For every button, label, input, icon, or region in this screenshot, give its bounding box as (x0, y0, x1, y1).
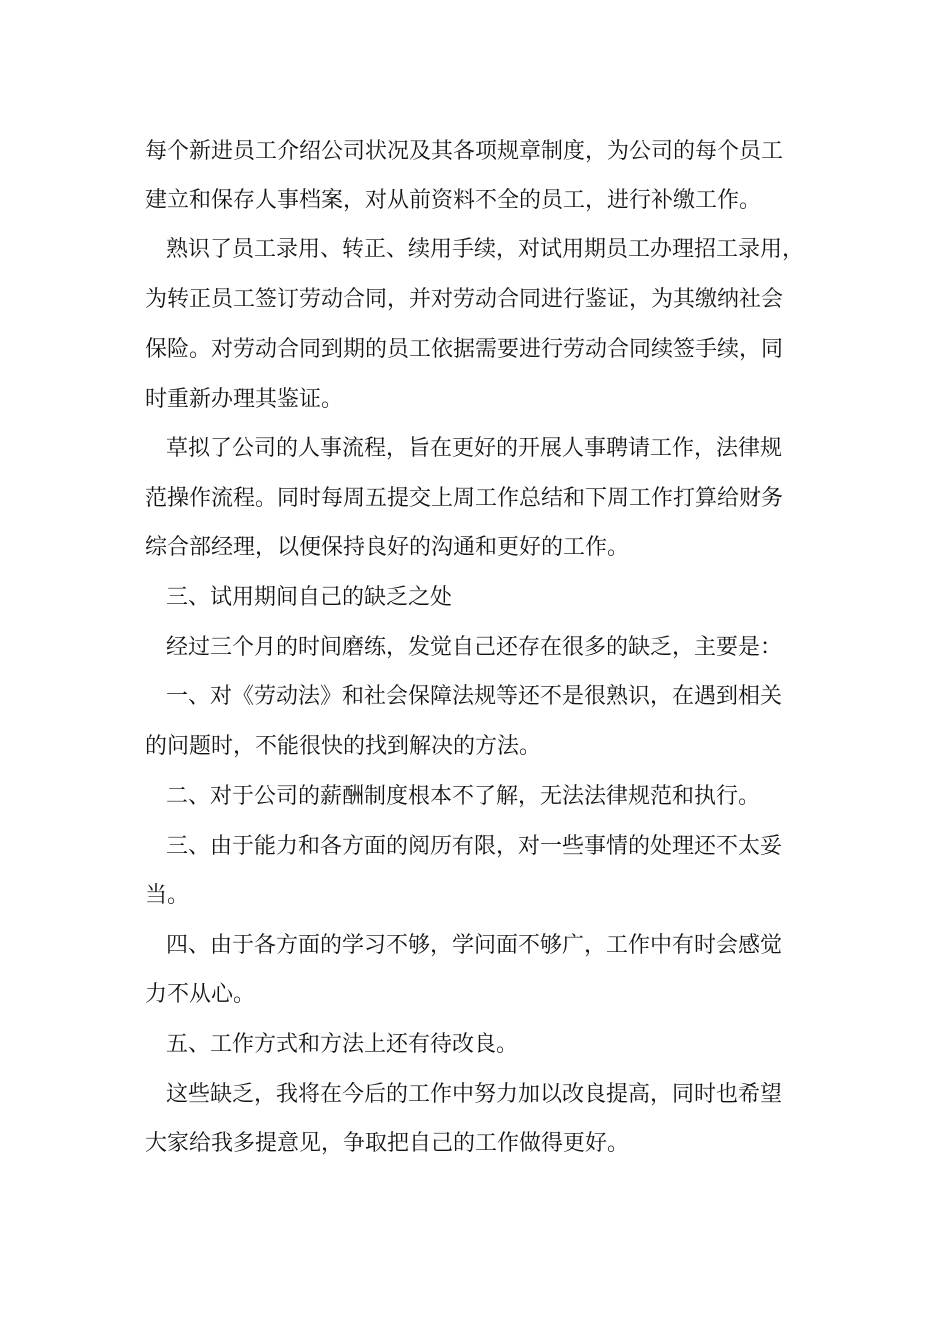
text-line: 综合部经理，以便保持良好的沟通和更好的工作。 (145, 535, 630, 560)
text-line: 建立和保存人事档案，对从前资料不全的员工，进行补缴工作。 (145, 188, 762, 213)
text-line: 当。 (145, 883, 190, 908)
section-heading: 三、试用期间自己的缺乏之处 (166, 585, 453, 610)
text-line: 的问题时，不能很快的找到解决的方法。 (145, 734, 542, 759)
list-item: 四、由于各方面的学习不够，学问面不够广，工作中有时会感觉 (166, 933, 783, 958)
text-line: 草拟了公司的人事流程，旨在更好的开展人事聘请工作，法律规 (166, 436, 783, 461)
text-line: 范操作流程。同时每周五提交上周工作总结和下周工作打算给财务 (145, 486, 784, 511)
list-item: 五、工作方式和方法上还有待改良。 (166, 1032, 519, 1057)
text-line: 力不从心。 (145, 982, 256, 1007)
text-line: 经过三个月的时间磨练，发觉自己还存在很多的缺乏，主要是： (166, 635, 783, 660)
text-line: 熟识了员工录用、转正、续用手续，对试用期员工办理招工录用， (166, 237, 805, 262)
text-line: 这些缺乏，我将在今后的工作中努力加以改良提高，同时也希望 (166, 1082, 783, 1107)
text-line: 时重新办理其鉴证。 (145, 387, 344, 412)
text-line: 保险。对劳动合同到期的员工依据需要进行劳动合同续签手续，同 (145, 337, 784, 362)
text-line: 大家给我多提意见，争取把自己的工作做得更好。 (145, 1131, 630, 1156)
list-item: 一、对《劳动法》和社会保障法规等还不是很熟识，在遇到相关 (166, 684, 783, 709)
list-item: 三、由于能力和各方面的阅历有限，对一些事情的处理还不太妥 (166, 834, 783, 859)
text-line: 为转正员工签订劳动合同，并对劳动合同进行鉴证，为其缴纳社会 (145, 287, 784, 312)
list-item: 二、对于公司的薪酬制度根本不了解，无法法律规范和执行。 (166, 784, 761, 809)
text-line: 每个新进员工介绍公司状况及其各项规章制度，为公司的每个员工 (145, 139, 784, 164)
